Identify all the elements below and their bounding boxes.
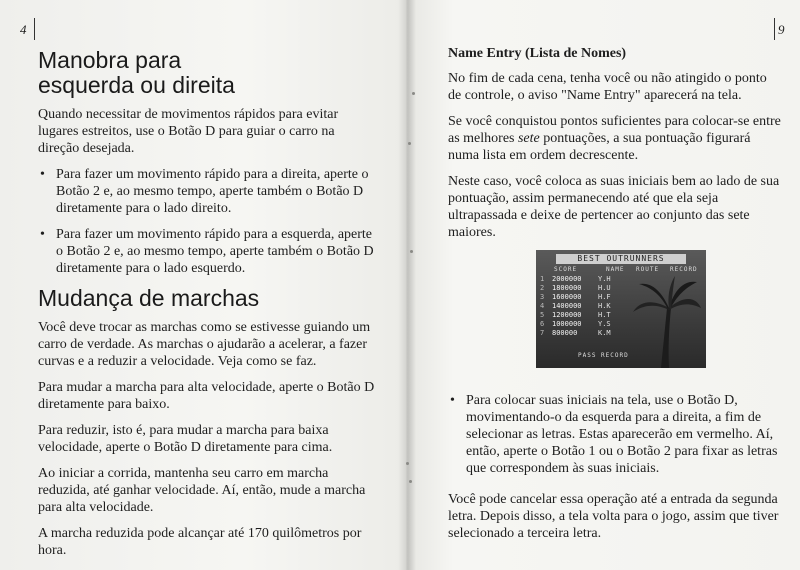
marchas-paragraph: A marcha reduzida pode alcançar até 170 quilômetros por hora. bbox=[38, 526, 362, 558]
score-row: 3 1600000 H.F bbox=[540, 293, 611, 301]
paper-speck bbox=[409, 480, 412, 483]
right-page bbox=[406, 0, 800, 570]
paper-speck bbox=[410, 250, 413, 253]
score-row: 2 1800000 H.U bbox=[540, 284, 611, 292]
paper-speck bbox=[406, 462, 409, 465]
page-rule-left bbox=[34, 18, 35, 40]
manobra-intro: Quando necessitar de movimentos rápidos para evitar lugares estreitos, use o Botão D para guiar o carro na direção desejada. bbox=[38, 107, 339, 156]
bullet-left-move: • Para fazer um movimento rápido para a esquerda, aperte o Botão 2 e, ao mesmo tempo, aperte também o Botão D diretamente para o lado esquerdo. bbox=[38, 226, 378, 277]
marchas-paragraph: Para mudar a marcha para alta velocidade, aperte o Botão D diretamente para baixo. bbox=[38, 380, 375, 412]
name-entry-p4: Você pode cancelar essa operação até a entrada da segunda letra. Depois disso, a tela volta para o jogo, assim que tiver selecionado a terceira letra. bbox=[448, 492, 779, 541]
page-number-right: 9 bbox=[778, 22, 785, 37]
high-score-footer: PASS RECORD bbox=[578, 352, 629, 359]
name-entry-p2: Se você conquistou pontos suficientes para colocar-se entre as melhores sete pontuações, a sua pontuação figurará numa lista em ordem decrescente. bbox=[448, 114, 781, 163]
name-entry-heading: Name Entry (Lista de Nomes) bbox=[448, 46, 627, 61]
score-row: 4 1400000 H.K bbox=[540, 302, 611, 310]
page-rule-right bbox=[774, 18, 775, 40]
marchas-paragraph: Você deve trocar as marchas como se estivesse guiando um carro de verdade. As marchas o ajudarão a acelerar, a fazer curvas e a reduzir a velocidade. Veja como se faz. bbox=[38, 320, 371, 369]
score-row: 5 1200000 H.T bbox=[540, 311, 611, 319]
right-column bbox=[448, 46, 782, 551]
name-entry-bullet: • Para colocar suas iniciais na tela, use o Botão D, movimentando-o da esquerda para a direita, a fim de selecionar as letras. Estas aparecerão em vermelho. Aí, então, aperte o Botão 1 ou o Botão 2 para fixar as letras que correspondem às suas iniciais. bbox=[448, 392, 782, 477]
section-title-manobra: Manobra para esquerda ou direita bbox=[38, 47, 235, 98]
high-score-screenshot bbox=[536, 250, 706, 368]
paper-speck bbox=[412, 92, 415, 95]
marchas-paragraph: Ao iniciar a corrida, mantenha seu carro em marcha reduzida, até ganhar velocidade. Aí, então, mude a marcha para alta velocidade. bbox=[38, 466, 366, 515]
section-title-marchas: Mudança de marchas bbox=[38, 285, 260, 311]
paper-speck bbox=[408, 142, 411, 145]
score-row: 6 1000000 Y.S bbox=[540, 320, 611, 328]
bullet-right-move: • Para fazer um movimento rápido para a direita, aperte o Botão 2 e, ao mesmo tempo, aperte também o Botão D diretamente para o lado direito. bbox=[38, 166, 378, 217]
name-entry-p3: Neste caso, você coloca as suas iniciais bem ao lado de sua pontuação, assim permanecendo até que ela seja ultrapassada e deixe de pertencer ao conjunto das sete maiores. bbox=[448, 174, 780, 240]
page-number-left: 4 bbox=[20, 22, 27, 37]
book-gutter bbox=[398, 0, 416, 570]
high-score-header: SCORE NAME ROUTE RECORD bbox=[554, 266, 698, 273]
marchas-paragraph: Para reduzir, isto é, para mudar a marcha para baixa velocidade, aperte o Botão D diretamente para cima. bbox=[38, 423, 333, 455]
score-row: 7 800000 K.M bbox=[540, 329, 611, 337]
left-column bbox=[38, 48, 378, 568]
name-entry-p1: No fim de cada cena, tenha você ou não atingido o ponto de controle, o aviso "Name Entry" aparecerá na tela. bbox=[448, 71, 767, 103]
score-row: 1 2000000 Y.H bbox=[540, 275, 611, 283]
high-score-list bbox=[540, 275, 650, 338]
high-score-banner: BEST OUTRUNNERS bbox=[556, 254, 686, 264]
